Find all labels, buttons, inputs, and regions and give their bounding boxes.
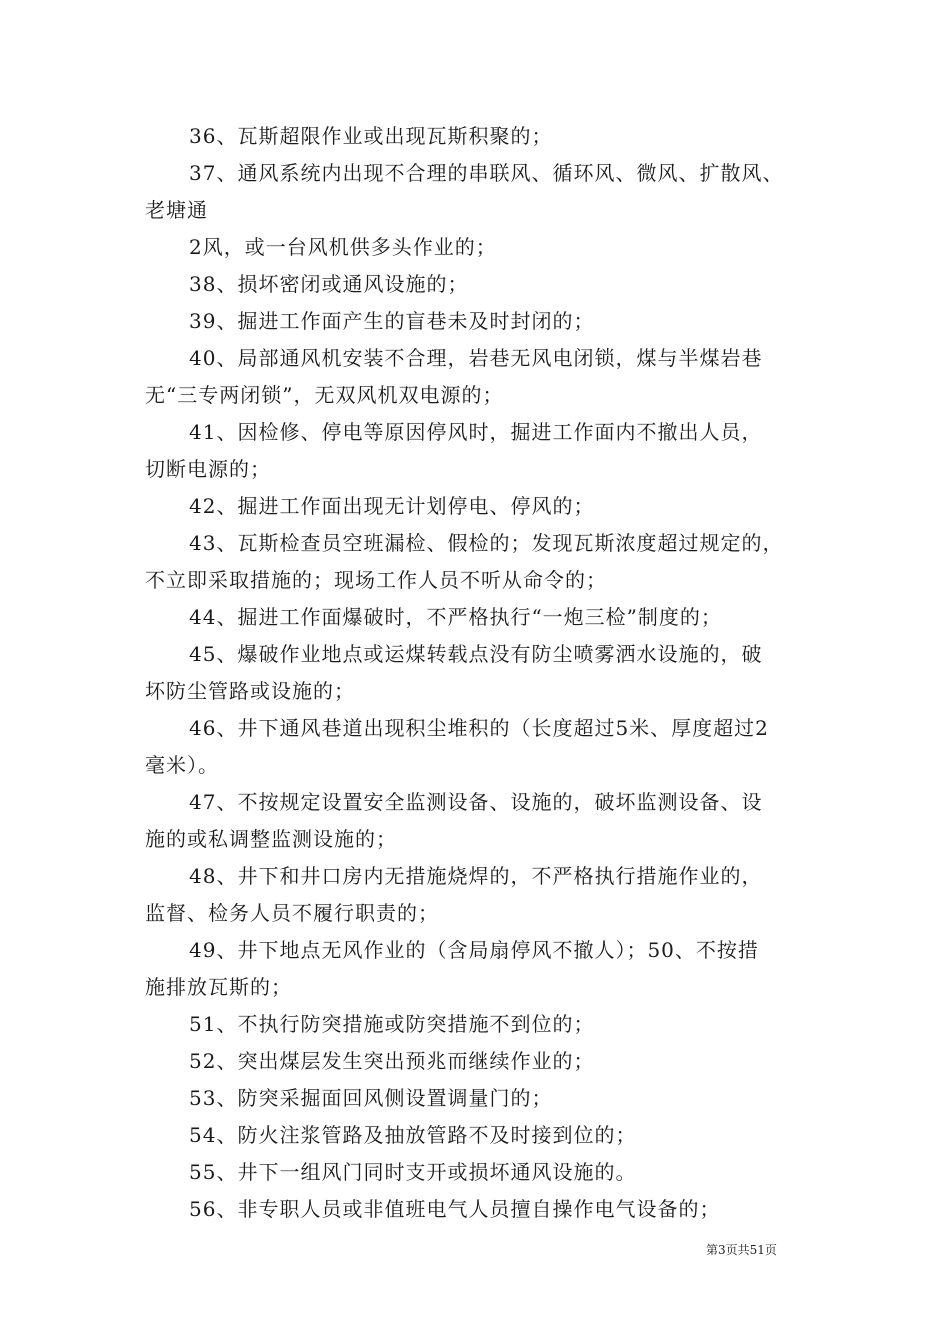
- item-52: 52、突出煤层发生突出预兆而继续作业的；: [189, 1049, 595, 1073]
- item-48-line-2: 监督、检务人员不履行职责的；: [145, 901, 439, 925]
- item-51: 51、不执行防突措施或防突措施不到位的；: [189, 1012, 595, 1036]
- item-44: 44、掘进工作面爆破时，不严格执行“一炮三检”制度的；: [189, 605, 722, 629]
- item-41-line-2: 切断电源的；: [145, 457, 271, 481]
- item-53: 53、防突采掘面回风侧设置调量门的；: [189, 1086, 553, 1110]
- item-46-line-2: 毫米）。: [145, 753, 219, 777]
- item-36: 36、瓦斯超限作业或出现瓦斯积聚的；: [189, 124, 553, 148]
- item-46-line-1: 46、井下通风巷道出现积尘堆积的（长度超过5米、厚度超过2: [189, 716, 769, 740]
- item-42: 42、掘进工作面出现无计划停电、停风的；: [189, 494, 595, 518]
- item-43-line-1: 43、瓦斯检查员空班漏检、假检的；发现瓦斯浓度超过规定的，: [189, 531, 784, 555]
- item-45-line-1: 45、爆破作业地点或运煤转载点没有防尘喷雾洒水设施的，破: [189, 642, 763, 666]
- item-40-line-2: 无“三专两闭锁”，无双风机双电源的；: [145, 383, 504, 407]
- item-37-line-3: 2风，或一台风机供多头作业的；: [189, 235, 497, 259]
- item-54: 54、防火注浆管路及抽放管路不及时接到位的；: [189, 1123, 637, 1147]
- item-48-line-1: 48、井下和井口房内无措施烧焊的，不严格执行措施作业的，: [189, 864, 763, 888]
- item-40-line-1: 40、局部通风机安装不合理，岩巷无风电闭锁，煤与半煤岩巷: [189, 346, 763, 370]
- item-41-line-1: 41、因检修、停电等原因停风时，掘进工作面内不撤出人员，: [189, 420, 763, 444]
- item-49-line-2: 施排放瓦斯的；: [145, 975, 292, 999]
- item-56: 56、非专职人员或非值班电气人员擅自操作电气设备的；: [189, 1197, 721, 1221]
- item-47-line-1: 47、不按规定设置安全监测设备、设施的，破坏监测设备、设: [189, 790, 763, 814]
- item-39: 39、掘进工作面产生的盲巷未及时封闭的；: [189, 309, 595, 333]
- item-49-line-1: 49、井下地点无风作业的（含局扇停风不撤人）；50、不按措: [189, 938, 759, 962]
- item-45-line-2: 坏防尘管路或设施的；: [145, 679, 355, 703]
- item-43-line-2: 不立即采取措施的；现场工作人员不听从命令的；: [145, 568, 607, 592]
- item-55: 55、井下一组风门同时支开或损坏通风设施的。: [189, 1160, 637, 1184]
- item-47-line-2: 施的或私调整监测设施的；: [145, 827, 397, 851]
- item-38: 38、损坏密闭或通风设施的；: [189, 272, 469, 296]
- item-37-line-1: 37、通风系统内出现不合理的串联风、循环风、微风、扩散风、: [189, 161, 784, 185]
- page-number-footer: 第3页共51页: [706, 1243, 777, 1257]
- item-37-line-2: 老塘通: [145, 198, 208, 222]
